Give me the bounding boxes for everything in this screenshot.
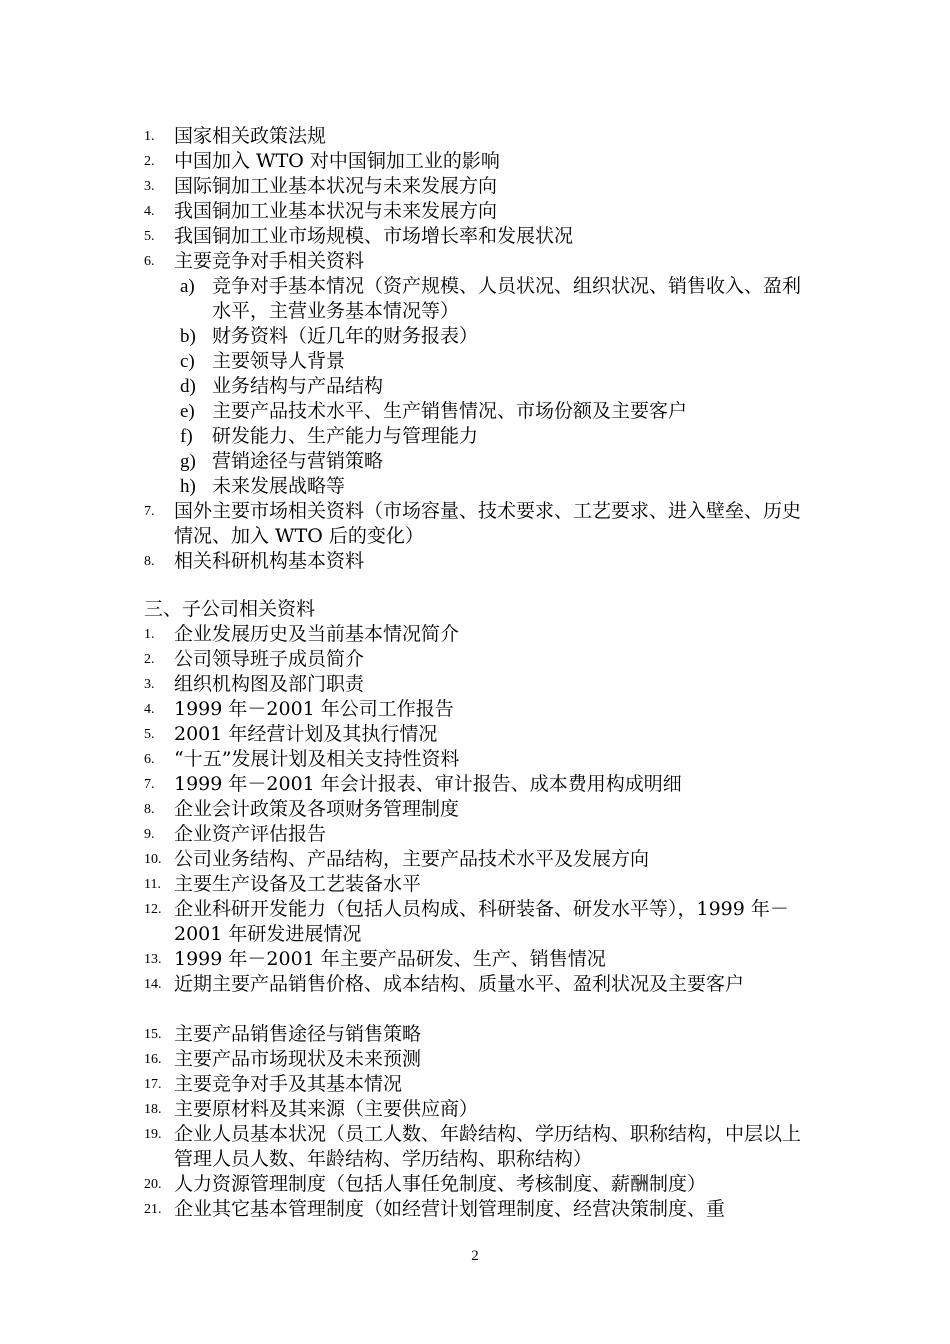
list-item-text: 公司业务结构、产品结构，主要产品技术水平及发展方向 (174, 848, 650, 870)
list-item-number: 5. (144, 727, 155, 742)
sub-list-item-text: 未来发展战略等 (212, 475, 346, 497)
list-item-text: 2001 年经营计划及其执行情况 (174, 723, 438, 745)
list-item (0, 1172, 950, 1197)
list-item-number: 8. (144, 554, 155, 569)
list-item (0, 174, 950, 199)
list-item-number: 15. (144, 1027, 162, 1042)
list-item (0, 872, 950, 897)
list-item-text: 主要产品销售途径与销售策略 (174, 1023, 422, 1045)
list-item-text: “十五”发展计划及相关支持性资料 (174, 748, 460, 770)
list-item-text: 1999 年－2001 年主要产品研发、生产、销售情况 (174, 948, 606, 970)
list-item-number: 13. (144, 952, 162, 967)
list-item-text: 1999 年－2001 年会计报表、审计报告、成本费用构成明细 (174, 773, 682, 795)
list-item (0, 847, 950, 872)
sub-list-item (0, 374, 950, 399)
list-item (0, 822, 950, 847)
list-item (0, 249, 950, 274)
list-item-number: 3. (144, 677, 155, 692)
list-item-text: 企业其它基本管理制度（如经营计划管理制度、经营决策制度、重 (174, 1198, 726, 1220)
list-item (0, 797, 950, 822)
section-heading: 三、子公司相关资料 (144, 598, 316, 620)
list-item-number: 6. (144, 752, 155, 767)
list-item-number: 1. (144, 129, 155, 144)
list-item-text: 我国铜加工业市场规模、市场增长率和发展状况 (174, 225, 574, 247)
list-item-number: 2. (144, 154, 155, 169)
list-item (0, 224, 950, 249)
list-item (0, 747, 950, 772)
sub-list-item-letter: g) (180, 451, 196, 472)
list-item-number: 10. (144, 852, 162, 867)
list-item (0, 1097, 950, 1122)
sub-list-item (0, 349, 950, 374)
list-item (0, 722, 950, 747)
list-item-number: 5. (144, 229, 155, 244)
sub-list-item (0, 474, 950, 499)
list-item (0, 1072, 950, 1097)
list-item-text: 主要产品市场现状及未来预测 (174, 1048, 422, 1070)
list-item-text: 主要原材料及其来源（主要供应商） (174, 1098, 479, 1120)
sub-list-item-text: 主要产品技术水平、生产销售情况、市场份额及主要客户 (212, 400, 688, 422)
list-item (0, 549, 950, 574)
list-item-number: 4. (144, 702, 155, 717)
list-item (0, 697, 950, 722)
list-item (0, 1022, 950, 1047)
list-item-number: 11. (144, 877, 161, 892)
list-item-number: 7. (144, 504, 155, 519)
list-item-number: 6. (144, 254, 155, 269)
sub-list-item-letter: d) (180, 376, 196, 397)
list-item-text: 近期主要产品销售价格、成本结构、质量水平、盈利状况及主要客户 (174, 973, 745, 995)
list-item-text: 企业资产评估报告 (174, 823, 327, 845)
sub-list-item (0, 424, 950, 449)
sub-list-item-letter: f) (180, 426, 193, 447)
list-item-text: 企业会计政策及各项财务管理制度 (174, 798, 460, 820)
sub-list-item-text: 营销途径与营销策略 (212, 450, 384, 472)
list-item (0, 1122, 950, 1172)
list-item-number: 16. (144, 1052, 162, 1067)
list-item-text: 企业科研开发能力（包括人员构成、科研装备、研发水平等），1999 年－2001 年研发进展情况 (174, 898, 789, 945)
section2-list (0, 124, 950, 574)
list-item-number: 18. (144, 1102, 162, 1117)
list-item (0, 647, 950, 672)
list-item-number: 4. (144, 204, 155, 219)
list-item-number: 7. (144, 777, 155, 792)
list-item-text: 组织机构图及部门职责 (174, 673, 365, 695)
list-item (0, 672, 950, 697)
list-item-text: 相关科研机构基本资料 (174, 550, 365, 572)
sub-list-item-letter: b) (180, 326, 196, 347)
sub-list-item-letter: h) (180, 476, 196, 497)
sub-list-item (0, 324, 950, 349)
sub-list-item-text: 竞争对手基本情况（资产规模、人员状况、组织状况、销售收入、盈利水平，主营业务基本情况等） (212, 275, 802, 322)
list-item-number: 12. (144, 902, 162, 917)
sub-list-item-letter: a) (180, 276, 195, 297)
list-item-text: 1999 年－2001 年公司工作报告 (174, 698, 454, 720)
list-item-number: 21. (144, 1202, 162, 1217)
list-item (0, 622, 950, 647)
list-item (0, 149, 950, 174)
list-item-number: 14. (144, 977, 162, 992)
list-item-text: 企业发展历史及当前基本情况简介 (174, 623, 460, 645)
list-item (0, 772, 950, 797)
list-item (0, 499, 950, 549)
list-item-text: 公司领导班子成员简介 (174, 648, 365, 670)
list-item-number: 19. (144, 1127, 162, 1142)
list-item-text: 国外主要市场相关资料（市场容量、技术要求、工艺要求、进入壁垒、历史情况、加入 WTO 后的变化） (174, 500, 802, 547)
list-item-text: 我国铜加工业基本状况与未来发展方向 (174, 200, 498, 222)
list-item-number: 9. (144, 827, 155, 842)
list-item-text: 主要竞争对手相关资料 (174, 250, 365, 272)
sub-list-item-text: 业务结构与产品结构 (212, 375, 384, 397)
sub-list-item (0, 449, 950, 474)
list-item (0, 1047, 950, 1072)
list-item (0, 1197, 950, 1222)
sub-list-item-text: 研发能力、生产能力与管理能力 (212, 425, 479, 447)
list-item (0, 947, 950, 972)
list-item (0, 972, 950, 1022)
sub-list-item-letter: c) (180, 351, 195, 372)
list-item-number: 3. (144, 179, 155, 194)
page-number: 2 (471, 1248, 479, 1264)
list-item-text: 国家相关政策法规 (174, 125, 327, 147)
list-item-number: 1. (144, 627, 155, 642)
sub-list-item-text: 财务资料（近几年的财务报表） (212, 325, 479, 347)
list-item-number: 17. (144, 1077, 162, 1092)
sub-list-item (0, 274, 950, 324)
list-item-text: 主要竞争对手及其基本情况 (174, 1073, 403, 1095)
section3-list (0, 622, 950, 1222)
sub-list-item-letter: e) (180, 401, 195, 422)
sub-list-item-text: 主要领导人背景 (212, 350, 346, 372)
list-item-text: 中国加入 WTO 对中国铜加工业的影响 (174, 150, 500, 172)
list-item-number: 8. (144, 802, 155, 817)
list-item-text: 国际铜加工业基本状况与未来发展方向 (174, 175, 498, 197)
list-item (0, 124, 950, 149)
list-item-text: 人力资源管理制度（包括人事任免制度、考核制度、薪酬制度） (174, 1173, 707, 1195)
list-item-text: 企业人员基本状况（员工人数、年龄结构、学历结构、职称结构，中层以上管理人员人数、年龄结构、学历结构、职称结构） (174, 1123, 802, 1170)
list-item (0, 897, 950, 947)
list-item-number: 20. (144, 1177, 162, 1192)
list-item-number: 2. (144, 652, 155, 667)
sub-list-item (0, 399, 950, 424)
list-item-text: 主要生产设备及工艺装备水平 (174, 873, 422, 895)
list-item (0, 199, 950, 224)
